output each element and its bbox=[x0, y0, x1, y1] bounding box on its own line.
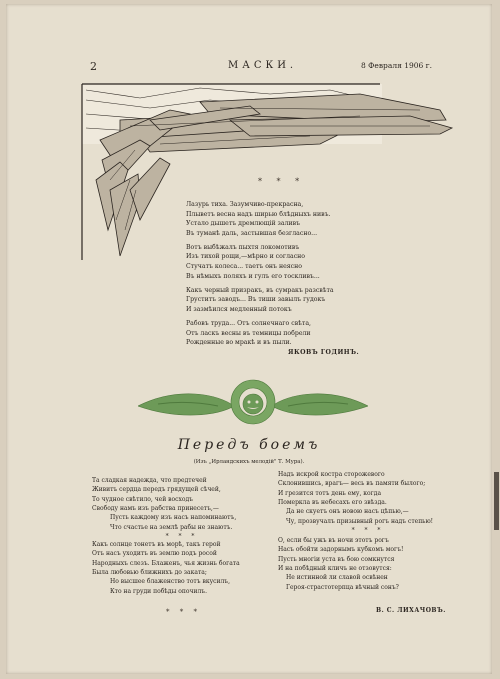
poem-line: И на побѣдный кличъ не отзовутся: bbox=[278, 565, 392, 573]
page-edge-mark bbox=[494, 472, 499, 530]
poem-line: Свободу намъ изъ рабства принесетъ,— bbox=[92, 505, 219, 513]
poem-line: Склонившись, врагъ— весь въ памяти былого; bbox=[278, 480, 426, 488]
stanza bbox=[186, 243, 386, 281]
stanza-gap: * * * bbox=[351, 527, 385, 535]
poem-line: Что счастье на землѣ рабы не знаютъ. bbox=[110, 523, 233, 531]
poem-line: Та сладкая надежда, что предтечей bbox=[92, 477, 207, 484]
poem-line: Отъ ласкъ весны въ темницы побрели bbox=[186, 329, 311, 337]
poem-line: Насъ обойти задорнымъ кубкомъ могъ! bbox=[278, 546, 404, 554]
translator-name: В. С. ЛИХАЧОВЪ. bbox=[376, 607, 446, 614]
poem-line: Лазурь тиха. Зазумчиво-прекрасна, bbox=[186, 201, 304, 208]
poem-subtitle: (Изъ „Ирландскихъ мелодій" Т. Мура). bbox=[193, 459, 305, 465]
poem-line: Въ нѣмыхъ поляхъ и гулъ его тоскливъ... bbox=[186, 272, 320, 280]
poem-line: Надъ искрой костра сторожевого bbox=[278, 471, 385, 478]
poem-line: Плыветъ весна надъ ширью блѣдныхъ нивъ. bbox=[186, 210, 331, 218]
poem-line: Рожденные во мракѣ и въ пыли. bbox=[186, 339, 292, 347]
stanza bbox=[186, 200, 386, 238]
poem-line: Да не скуетъ онъ новою насъ цѣпью,— bbox=[286, 508, 409, 516]
poem-line: О, если бы ужъ въ ночи этотъ рогъ bbox=[278, 537, 389, 545]
stanza bbox=[186, 319, 386, 348]
poem-line: Пусть многіи уста въ бою сомкнутся bbox=[278, 555, 395, 563]
poem-line: Чу, прозвучалъ призывный рогъ надъ степью! bbox=[286, 517, 434, 525]
stanza-gap: * * * bbox=[165, 533, 199, 541]
poem-line: Въ туманѣ даль, застывшая безгласно... bbox=[186, 229, 318, 237]
poem-line: Какъ черный призракъ, въ сумракъ разсвѣта bbox=[186, 286, 334, 294]
poem-line: Изъ тихой рощи,—мѣрно и согласно bbox=[186, 253, 306, 261]
poem-line: Не истинной ли славой освѣнен bbox=[286, 574, 388, 582]
poem-line: Вотъ выбѣжалъ пыхтя локомотивъ bbox=[186, 243, 300, 251]
stanza bbox=[186, 286, 386, 315]
poem-line: Груститъ заводъ... Въ тиши завылъ гудокъ bbox=[186, 296, 326, 304]
issue-date: 8 Февраля 1906 г. bbox=[361, 61, 432, 70]
journal-title: МАСКИ. bbox=[228, 60, 298, 71]
poem-line: То чудное свѣтило, чей восходъ bbox=[92, 495, 193, 503]
poem-line: Народныхъ слезъ. Блаженъ, чья жизнь богата bbox=[92, 559, 240, 567]
poem-line: Стучатъ колеса... таетъ онъ неясно bbox=[186, 263, 302, 271]
poem-line: Какъ солнце тонетъ въ морѣ, такъ герой bbox=[92, 541, 221, 549]
closing-stars: * * * bbox=[166, 608, 201, 616]
poem-author: ЯКОВЪ ГОДИНЪ. bbox=[288, 349, 360, 356]
poem-line: Отъ насъ уходитъ въ землю подъ росой bbox=[92, 550, 217, 558]
poem-line: Но высшее блаженство тотъ вкусилъ, bbox=[110, 578, 231, 586]
green-ornament bbox=[138, 376, 368, 436]
journal-page bbox=[6, 4, 492, 674]
poem-column-right bbox=[278, 470, 458, 592]
poem-line: Была любовью ближнихъ до заката; bbox=[92, 569, 207, 577]
page-header bbox=[6, 60, 492, 74]
poem-line: Пусть каждому изъ насъ напоминаютъ, bbox=[110, 514, 237, 522]
poem-line: Живитъ сердца передъ грядущей сѣчей, bbox=[92, 486, 221, 494]
poem-line: И грезится тотъ день ему, когда bbox=[278, 489, 382, 497]
section-stars: * * * bbox=[258, 177, 306, 186]
poem-column-left bbox=[92, 476, 272, 596]
poem-godin bbox=[186, 200, 386, 352]
poem-line: Рабовъ труда... Отъ солнечнаго свѣта, bbox=[186, 320, 311, 328]
poem-line: Устало дышетъ дремлющій заливъ bbox=[186, 220, 301, 228]
poem-line: Героя-страстотерпца вѣчный сонъ? bbox=[286, 583, 399, 591]
page-number: 2 bbox=[90, 60, 97, 73]
poem-line: Кто на груди побѣды опочилъ. bbox=[110, 587, 208, 595]
poem-title: Передъ боемъ bbox=[177, 437, 321, 453]
poem-line: Померкла въ небесахъ его звѣзда. bbox=[278, 499, 387, 507]
poem-line: И зазмѣился медленный потокъ bbox=[186, 305, 292, 313]
